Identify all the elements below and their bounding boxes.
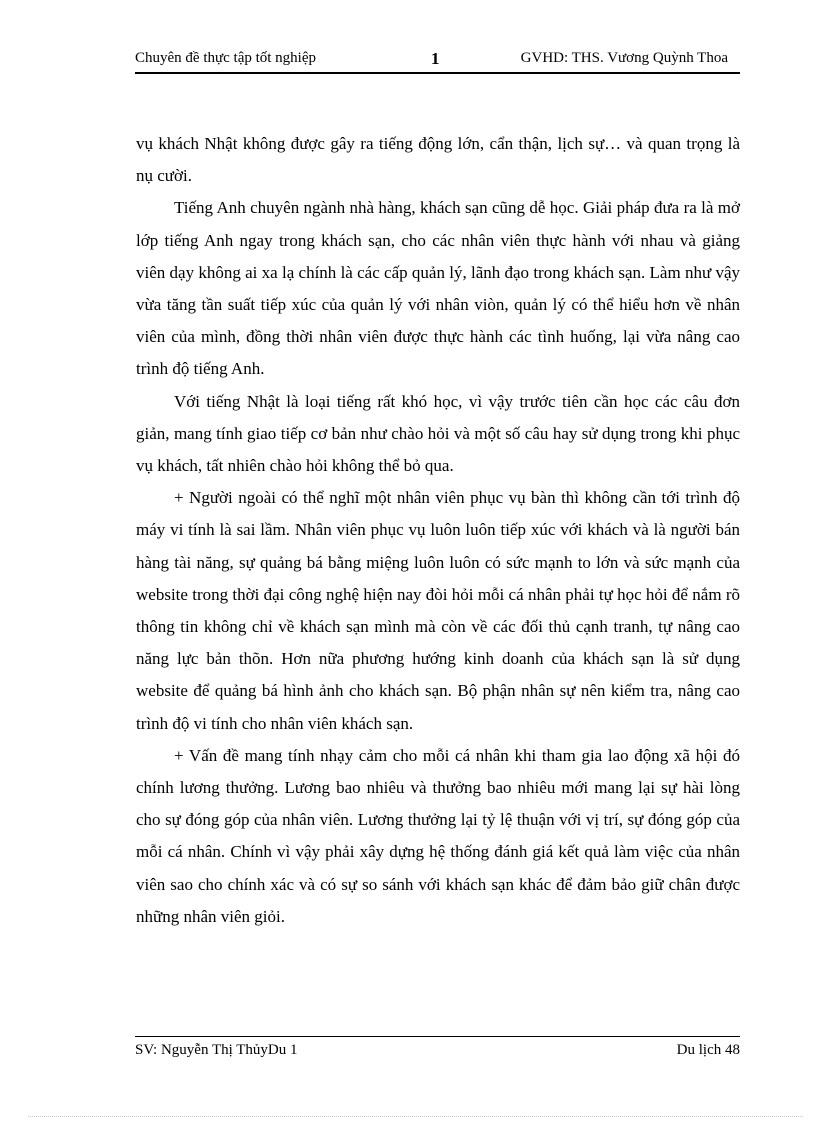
footer-class: Du lịch 48 — [676, 1042, 740, 1058]
paragraph-english-training: Tiếng Anh chuyên ngành nhà hàng, khách sạn cũng dễ học. Giải pháp đưa ra là mở lớp tiếng Anh ngay trong khách sạn, cho các nhân viên thực hành với nhau và giảng viên dạy không ai xa lạ chính là các cấp quản lý, lãnh đạo trong khách sạn. Làm như vậy vừa tăng tần suất tiếp xúc của quản lý với nhân viòn, quản lý có thể hiểu hơn về nhân viên của mình, đồng thời nhân viên được thực hành các tình huống, lại vừa nâng cao trình độ tiếng Anh. — [136, 198, 740, 379]
paragraph-continuation: vụ khách Nhật không được gây ra tiếng động lớn, cẩn thận, lịch sự… và quan trọng là nụ cười. — [136, 134, 740, 186]
footer-student-name: SV: Nguyễn Thị ThủyDu 1 — [135, 1042, 298, 1058]
paragraph-japanese-training: Với tiếng Nhật là loại tiếng rất khó học, vì vậy trước tiên cần học các câu đơn giản, mang tính giao tiếp cơ bản như chào hỏi và một số câu hay sử dụng trong khi phục vụ khách, tất nhiên chào hỏi không thể bỏ qua. — [136, 391, 740, 476]
page-footer — [135, 1036, 740, 1061]
document-body — [136, 128, 740, 933]
paragraph-computer-skills: + Người ngoài có thể nghĩ một nhân viên phục vụ bàn thì không cần tới trình độ máy vi tính là sai lầm. Nhân viên phục vụ luôn luôn tiếp xúc với khách và là người bán hàng tài năng, sự quảng bá bằng miệng luôn luôn có sức mạnh to lớn và sức mạnh của website trong thời đại công nghệ hiện nay đòi hỏi mỗi cá nhân phải tự học hỏi để nắm rõ thông tin không chỉ về khách sạn mình mà còn về các đối thủ cạnh tranh, tự nâng cao năng lực bản thõn. Hơn nữa phương hướng kinh doanh của khách sạn là sử dụng website để quảng bá hình ảnh cho khách sạn. Bộ phận nhân sự nên kiểm tra, nâng cao trình độ vi tính cho nhân viên khách sạn. — [136, 488, 740, 733]
header-supervisor: GVHD: THS. Vương Quỳnh Thoa — [520, 50, 728, 66]
header-page-number: 1 — [431, 49, 440, 68]
page-header — [135, 46, 740, 74]
page-edge-divider — [28, 1116, 803, 1117]
header-document-title: Chuyên đề thực tập tốt nghiệp — [135, 50, 317, 66]
paragraph-salary-bonus: + Vấn đề mang tính nhạy cảm cho mỗi cá nhân khi tham gia lao động xã hội đó chính lương thưởng. Lương bao nhiêu và thưởng bao nhiêu mới mang lại sự hài lòng cho sự đóng góp của nhân viên. Lương thưởng lại tỷ lệ thuận với vị trí, sự đóng góp của mỗi cá nhân. Chính vì vậy phải xây dựng hệ thống đánh giá kết quả làm việc của nhân viên sao cho chính xác và có sự so sánh với khách sạn khác để đảm bảo giữ chân được những nhân viên giỏi. — [136, 745, 740, 926]
